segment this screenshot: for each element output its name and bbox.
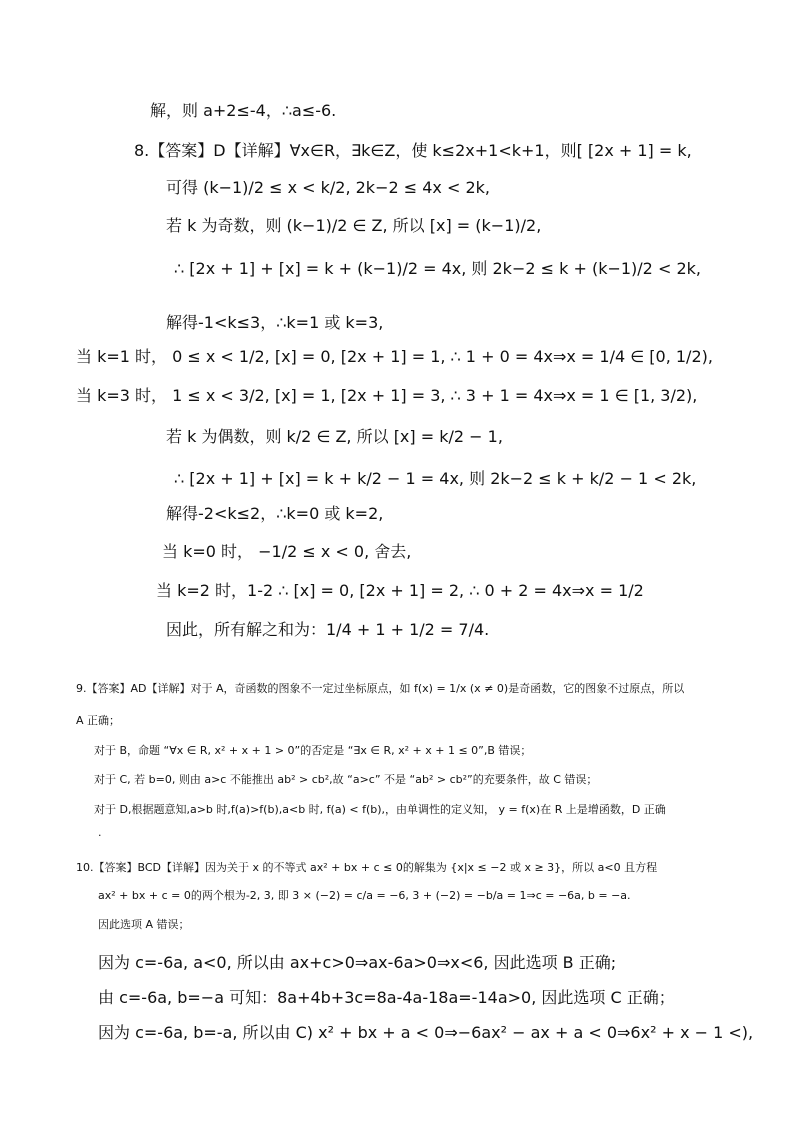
text-line: 对于 D,根据题意知,a>b 时,f(a)>f(b),a<b 时, f(a) < f(b),，由单调性的定义知， y = f(x)在 R 上是增函数，D 正确 [94, 803, 666, 816]
text-line: 由 c=-6a, b=−a 可知：8a+4b+3c=8a-4a-18a=-14a>0, 因此选项 C 正确； [98, 988, 675, 1007]
text-line: ∴ [2x + 1] + [x] = k + (k−1)/2 = 4x, 则 2k−2 ≤ k + (k−1)/2 < 2k, [174, 259, 701, 278]
text-line: 解，则 a+2≤-4，∴a≤-6. [150, 101, 337, 120]
text-line: 因为 c=-6a, a<0, 所以由 ax+c>0⇒ax-6a>0⇒x<6, 因此选项 B 正确; [98, 953, 617, 972]
text-line: 8.【答案】D【详解】∀x∈R，∃k∈Z，使 k≤2x+1<k+1，则[ [2x + 1] = k, [134, 141, 692, 160]
text-line: 可得 (k−1)/2 ≤ x < k/2, 2k−2 ≤ 4x < 2k, [166, 178, 490, 197]
text-line: 9.【答案】AD【详解】对于 A，奇函数的图象不一定过坐标原点，如 f(x) = 1/x (x ≠ 0)是奇函数，它的图象不过原点，所以 [76, 682, 685, 695]
text-line: . [98, 826, 102, 839]
text-line: 因此，所有解之和为：1/4 + 1 + 1/2 = 7/4. [166, 620, 490, 639]
text-line: 当 k=1 时， 0 ≤ x < 1/2, [x] = 0, [2x + 1] = 1, ∴ 1 + 0 = 4x⇒x = 1/4 ∈ [0, 1/2), [76, 347, 713, 366]
text-line: 若 k 为奇数，则 (k−1)/2 ∈ Z, 所以 [x] = (k−1)/2, [166, 216, 542, 235]
text-line: 对于 B，命题 “∀x ∈ R, x² + x + 1 > 0”的否定是 “∃x ∈ R, x² + x + 1 ≤ 0”,B 错误； [94, 744, 532, 757]
text-line: ax² + bx + c = 0的两个根为-2, 3, 即 3 × (−2) = c/a = −6, 3 + (−2) = −b/a = 1⇒c = −6a, b = −a. [98, 889, 631, 902]
text-line: 因为 c=-6a, b=-a, 所以由 C) x² + bx + a < 0⇒−6ax² − ax + a < 0⇒6x² + x − 1 <), [98, 1023, 754, 1042]
text-line: 当 k=2 时，1-2 ∴ [x] = 0, [2x + 1] = 2, ∴ 0 + 2 = 4x⇒x = 1/2 [156, 581, 644, 600]
text-line: 对于 C, 若 b=0, 则由 a>c 不能推出 ab² > cb²,故 “a>c” 不是 “ab² > cb²”的充要条件，故 C 错误； [94, 773, 598, 786]
text-line: A 正确； [76, 714, 121, 727]
text-line: 因此选项 A 错误； [98, 918, 190, 931]
text-line: 解得-1<k≤3，∴k=1 或 k=3, [166, 313, 384, 332]
text-line: ∴ [2x + 1] + [x] = k + k/2 − 1 = 4x, 则 2k−2 ≤ k + k/2 − 1 < 2k, [174, 469, 697, 488]
text-line: 若 k 为偶数，则 k/2 ∈ Z, 所以 [x] = k/2 − 1, [166, 427, 503, 446]
text-line: 10.【答案】BCD【详解】因为关于 x 的不等式 ax² + bx + c ≤ 0的解集为 {x|x ≤ −2 或 x ≥ 3}，所以 a<0 且方程 [76, 861, 658, 874]
text-line: 解得-2<k≤2，∴k=0 或 k=2, [166, 504, 384, 523]
text-line: 当 k=3 时， 1 ≤ x < 3/2, [x] = 1, [2x + 1] = 3, ∴ 3 + 1 = 4x⇒x = 1 ∈ [1, 3/2), [76, 386, 698, 405]
text-line: 当 k=0 时， −1/2 ≤ x < 0, 舍去, [162, 542, 412, 561]
